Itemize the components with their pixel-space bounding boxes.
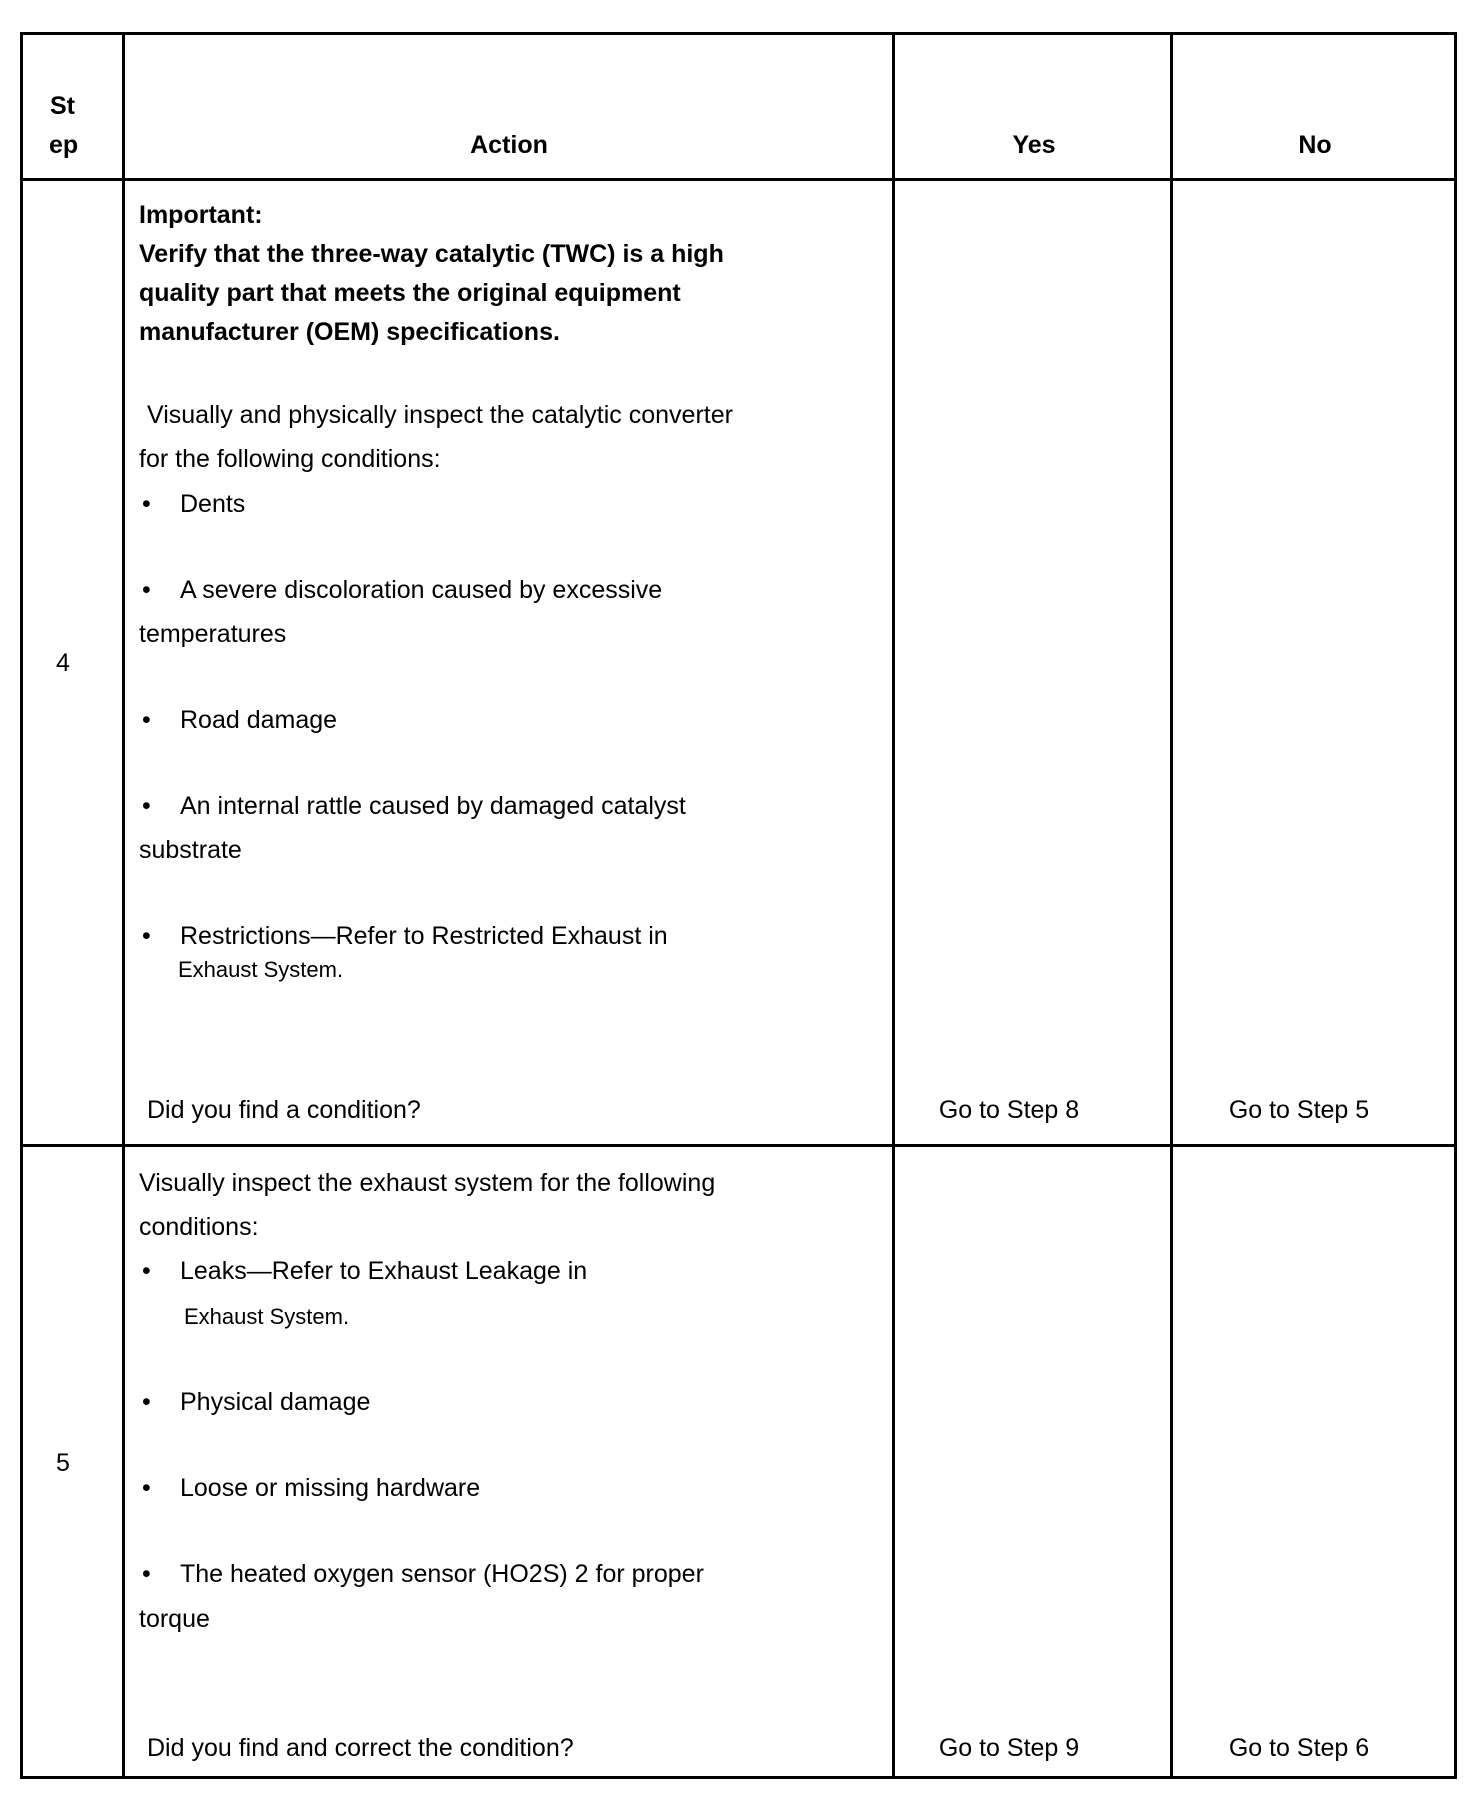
column-divider-action [892, 32, 895, 1779]
header-step-line1: St [50, 92, 75, 120]
bullet-icon: • [142, 1560, 151, 1588]
bullet-text: A severe discoloration caused by excessive [180, 576, 663, 604]
intro-text-line: conditions: [139, 1213, 259, 1241]
bullet-icon: • [142, 706, 151, 734]
no-action-link[interactable]: Go to Step 6 [1228, 1734, 1370, 1762]
question-text: Did you find and correct the condition? [147, 1734, 574, 1762]
table-border-right [1454, 32, 1457, 1779]
important-label: Important: [139, 201, 263, 229]
bullet-text: An internal rattle caused by damaged catalyst [180, 792, 686, 820]
bullet-reference-link[interactable]: Exhaust System. [184, 1304, 350, 1329]
bullet-text: Physical damage [180, 1388, 371, 1416]
bullet-icon: • [142, 792, 151, 820]
bullet-text: The heated oxygen sensor (HO2S) 2 for proper [180, 1560, 704, 1588]
important-text-line: quality part that meets the original equipment [139, 279, 681, 307]
header-yes: Yes [1012, 131, 1056, 159]
table-border-top [20, 32, 1457, 35]
table-border-bottom [20, 1776, 1457, 1779]
bullet-text: Dents [180, 490, 246, 518]
yes-action-link[interactable]: Go to Step 9 [938, 1734, 1080, 1762]
question-text: Did you find a condition? [147, 1096, 421, 1124]
bullet-icon: • [142, 576, 151, 604]
bullet-continuation: substrate [139, 836, 242, 864]
bullet-icon: • [142, 1257, 151, 1285]
bullet-icon: • [142, 922, 151, 950]
bullet-text: Road damage [180, 706, 338, 734]
bullet-text: Leaks—Refer to Exhaust Leakage in [180, 1257, 588, 1285]
column-divider-step [122, 32, 125, 1779]
column-divider-yes [1170, 32, 1173, 1779]
step-number: 5 [56, 1449, 70, 1477]
bullet-icon: • [142, 1474, 151, 1502]
header-step-line2: ep [49, 131, 79, 159]
no-action-link[interactable]: Go to Step 5 [1228, 1096, 1370, 1124]
header-no: No [1298, 131, 1332, 159]
bullet-text: Loose or missing hardware [180, 1474, 481, 1502]
intro-text-line: for the following conditions: [139, 445, 441, 473]
header-action: Action [470, 131, 548, 159]
important-text-line: Verify that the three-way catalytic (TWC) is a high [139, 240, 724, 268]
bullet-icon: • [142, 490, 151, 518]
bullet-continuation: temperatures [139, 620, 287, 648]
bullet-reference-link[interactable]: Exhaust System. [178, 957, 344, 982]
intro-text-line: Visually inspect the exhaust system for the following [139, 1169, 716, 1197]
header-divider [20, 178, 1457, 181]
bullet-continuation: torque [139, 1605, 210, 1633]
step-number: 4 [56, 649, 70, 677]
bullet-text: Restrictions—Refer to Restricted Exhaust in [180, 922, 668, 950]
important-text-line: manufacturer (OEM) specifications. [139, 318, 560, 346]
row-divider [20, 1144, 1457, 1147]
intro-text-line: Visually and physically inspect the catalytic converter [147, 401, 733, 429]
bullet-icon: • [142, 1388, 151, 1416]
yes-action-link[interactable]: Go to Step 8 [938, 1096, 1080, 1124]
table-border-left [20, 32, 23, 1779]
